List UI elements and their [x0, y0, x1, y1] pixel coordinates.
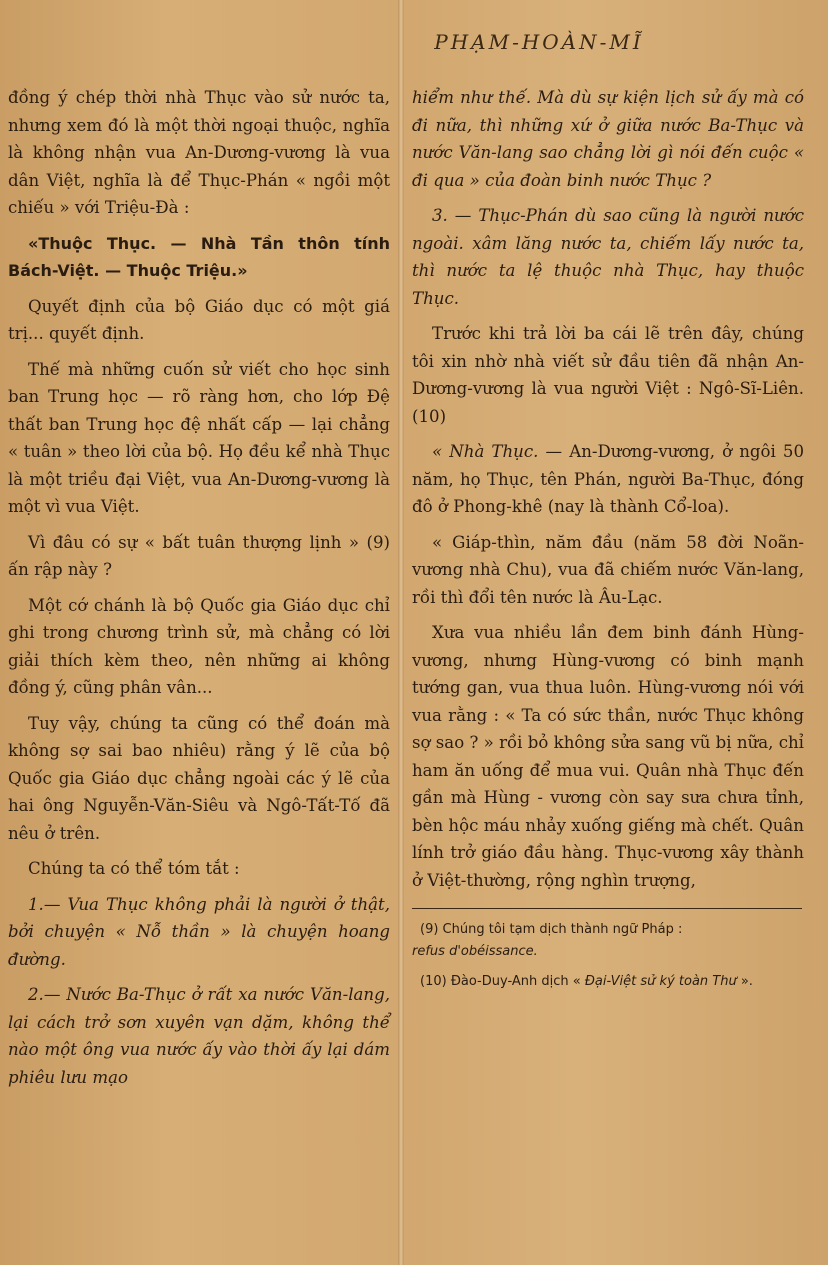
paragraph: Một cớ chánh là bộ Quốc gia Giáo dục chỉ ghi trong chương trình sử, mà chẳng có lời giải thích kèm theo, nên những ai không đồng ý, cũng phân vân... — [8, 595, 390, 697]
footnote-9-french: refus d'obéissance. — [412, 944, 538, 959]
footnote-9-text: (9) Chúng tôi tạm dịch thành ngữ Pháp : — [420, 922, 683, 937]
footnote-rule — [412, 908, 802, 909]
footnote-10 — [412, 971, 804, 993]
paragraph: Chúng ta có thể tóm tắt : — [28, 859, 240, 878]
right-column — [412, 84, 804, 1001]
paragraph: hiểm như thế. Mà dù sự kiện lịch sử ấy mà có đi nữa, thì những xứ ở giữa nước Ba-Thục và nước Văn-lang sao chẳng lời gì nói đến cuộc « đi qua » của đoàn binh nước Thục ? — [412, 88, 804, 190]
footnote-9 — [412, 919, 804, 963]
quote-text: An-Dương-vương, ở ngôi 50 năm, họ Thục, tên Phán, người Ba-Thục, đóng đô ở Phong-khê (nay là thành Cổ-loa). — [412, 442, 804, 516]
quotation — [412, 438, 804, 521]
quotation: « Giáp-thìn, năm đầu (năm 58 đời Noãn-vương nhà Chu), vua đã chiếm nước Văn-lang, rồi thì đổi tên nước là Âu-Lạc. — [412, 532, 804, 607]
paragraph: Thế mà những cuốn sử viết cho học sinh ban Trung học — rõ ràng hơn, cho lớp Đệ thất ban Trung học đệ nhất cấp — lại chẳng « tuân » theo lời của bộ. Họ đều kể nhà Thục là một triều đại Việt, vua An-Dương-vương là một vì vua Việt. — [8, 359, 390, 516]
running-title: PHẠM-HOÀN-MĨ — [434, 30, 644, 54]
paragraph: đồng ý chép thời nhà Thục vào sử nước ta, nhưng xem đó là một thời ngoại thuộc, nghĩa là không nhận vua An-Dương-vương là vua dân Việt, nghĩa là để Thục-Phán « ngồi một chiếu » với Triệu-Đà : — [8, 88, 390, 217]
paragraph: Trước khi trả lời ba cái lẽ trên đây, chúng tôi xin nhờ nhà viết sử đầu tiên đã nhận An-Dương-vương là vua người Việt : Ngô-Sĩ-Liên. (10) — [412, 324, 804, 426]
paragraph: Quyết định của bộ Giáo dục có một giá trị... quyết định. — [8, 296, 390, 343]
footnote-10-title: Đại-Việt sử ký toàn Thư — [584, 974, 737, 989]
list-item: 3. — Thục-Phán dù sao cũng là người nước ngoài. xâm lăng nước ta, chiếm lấy nước ta, thì nước ta lệ thuộc nhà Thục, hay thuộc Thục. — [412, 206, 804, 308]
paragraph: Xưa vua nhiều lần đem binh đánh Hùng-vương, nhưng Hùng-vương có binh mạnh tướng gan, vua thua luôn. Hùng-vương nói với vua rằng : « Ta có sức thần, nước Thục không sợ sao ? » rồi bỏ không sửa sang vũ bị nữa, chỉ ham ăn uống để mua vui. Quân nhà Thục đến gần mà Hùng - vương còn say sưa chưa tỉnh, bèn hộc máu nhảy xuống giếng mà chết. Quân lính trở giáo đầu hàng. Thục-vương xây thành ở Việt-thường, rộng nghìn trượng, — [412, 623, 804, 890]
quoted-heading: «Thuộc Thục. — Nhà Tần thôn tính Bách-Việt. — Thuộc Triệu.» — [8, 233, 390, 280]
list-item: 1.— Vua Thục không phải là người ở thật, bởi chuyện « Nỗ thần » là chuyện hoang đường. — [8, 894, 390, 969]
running-header — [0, 30, 828, 54]
left-column — [8, 84, 390, 1099]
footnote-10-end: ». — [736, 974, 753, 989]
page-fold — [398, 0, 404, 1265]
quote-title: « Nhà Thục. — — [432, 442, 563, 461]
footnote-10-text: (10) Đào-Duy-Anh dịch « — [420, 974, 585, 989]
paragraph: Tuy vậy, chúng ta cũng có thể đoán mà không sợ sai bao nhiêu) rằng ý lẽ của bộ Quốc gia Giáo dục chẳng ngoài các ý lẽ của hai ông Nguyễn-Văn-Siêu và Ngô-Tất-Tố đã nêu ở trên. — [8, 713, 390, 843]
list-item: 2.— Nước Ba-Thục ở rất xa nước Văn-lang, lại cách trở sơn xuyên vạn dặm, không thể nào một ông vua nước ấy vào thời ấy lại dám phiêu lưu mạo — [8, 985, 390, 1087]
paragraph: Vì đâu có sự « bất tuân thượng lịnh » (9) ấn rập này ? — [8, 532, 390, 579]
